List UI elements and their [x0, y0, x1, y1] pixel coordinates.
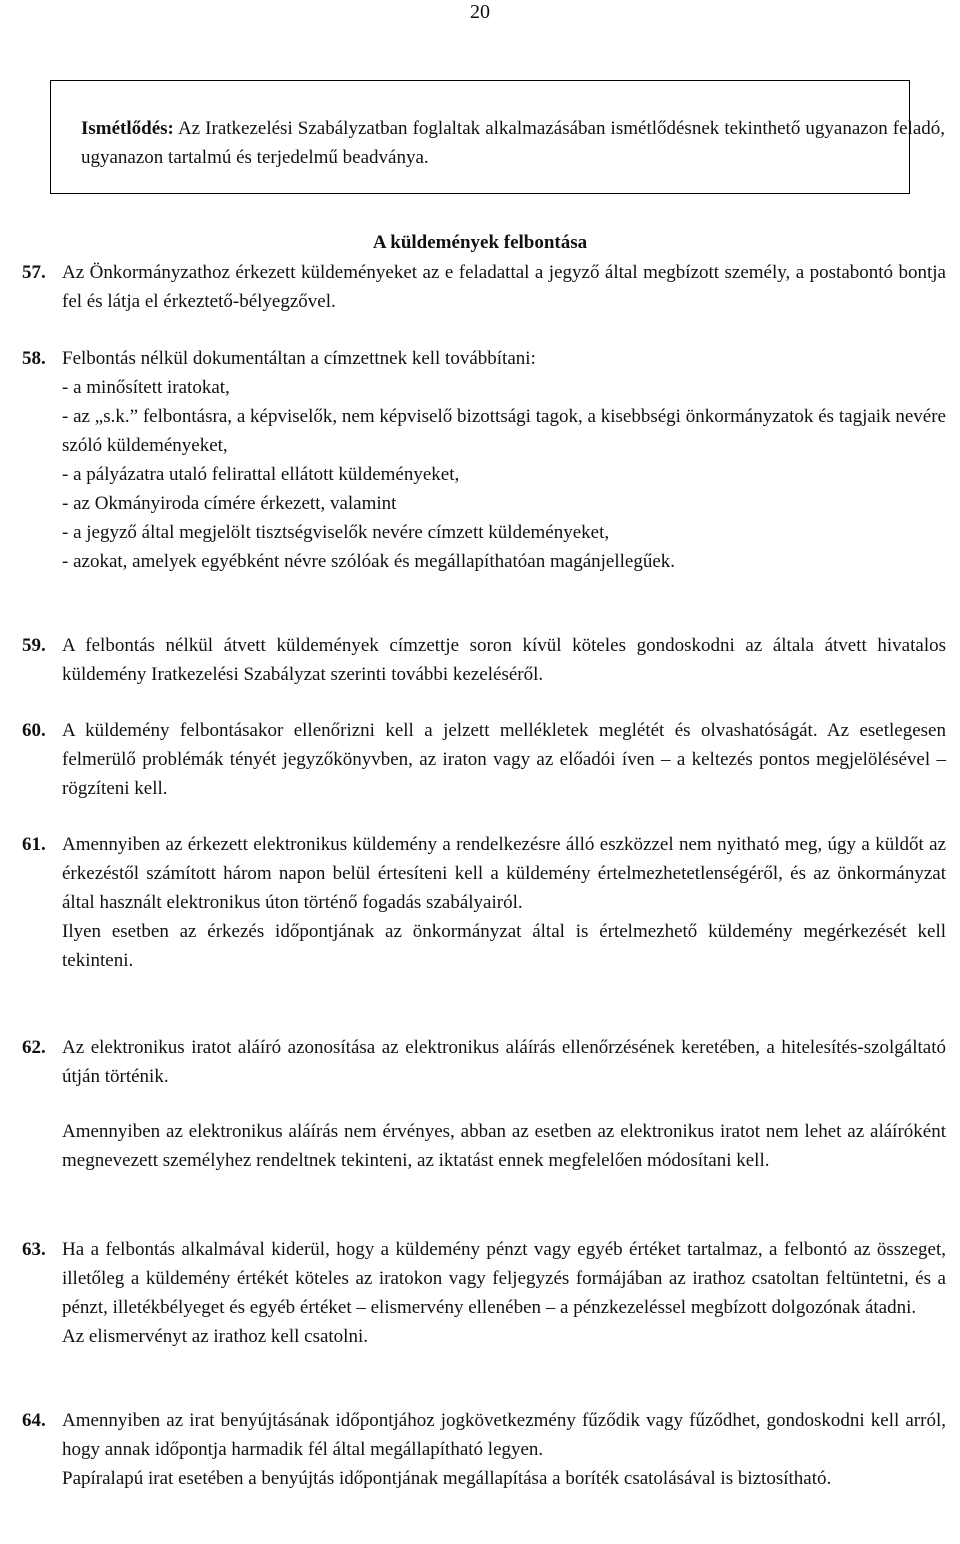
paragraph-text-part: Ilyen esetben az érkezés időpontjának az önkormányzat által is értelmezhető küldemény megérkezését kell tekinteni.: [62, 921, 946, 971]
paragraph-63: [22, 1235, 946, 1351]
paragraph-text: [62, 1235, 946, 1351]
definition-term: Ismétlődés:: [81, 118, 174, 139]
paragraph-number: 64.: [22, 1410, 46, 1431]
section-title: A küldemények felbontása: [372, 232, 588, 253]
paragraph-number: 62.: [22, 1037, 46, 1058]
list-item: - a minősített iratokat,: [62, 377, 230, 398]
paragraph-text: A küldemény felbontásakor ellenőrizni kell a jelzett mellékletek meglétét és olvashatóságát. Az esetlegesen felmerülő problémák tényét jegyzőkönyvben, az iraton vagy az előadói íven – a keltezés pontos megjelölésével – rögzíteni kell.: [62, 720, 946, 799]
list-item: - az „s.k.” felbontásra, a képviselők, nem képviselő bizottsági tagok, a kisebbségi önkormányzatok és tagjaik nevére szóló küldeményeket,: [62, 406, 946, 456]
paragraph-text: A felbontás nélkül átvett küldemények címzettje soron kívül köteles gondoskodni az általa átvett hivatalos küldemény Iratkezelési Szabályzat szerinti további kezeléséről.: [62, 635, 946, 685]
list-item: - azokat, amelyek egyébként névre szólóak és megállapíthatóan magánjellegűek.: [62, 551, 676, 572]
paragraph-text-part: Az elismervényt az irathoz kell csatolni.: [62, 1326, 368, 1347]
paragraph-text: [62, 1406, 946, 1493]
page-number: 20: [470, 1, 490, 23]
paragraph-number: 60.: [22, 720, 46, 741]
paragraph-number: 58.: [22, 348, 46, 369]
paragraph-59: [22, 631, 946, 689]
paragraph-intro: Felbontás nélkül dokumentáltan a címzettnek kell továbbítani:: [62, 348, 536, 369]
paragraph-text-part: Az elektronikus iratot aláíró azonosítása az elektronikus aláírás ellenőrzésének keretében, a hitelesítés-szolgáltató útján történik.: [62, 1037, 946, 1087]
definition-body: Az Iratkezelési Szabályzatban foglaltak alkalmazásában ismétlődésnek tekinthető ugyanazon feladó, ugyanazon tartalmú és terjedelmű beadványa.: [81, 118, 946, 168]
paragraph-text: [62, 1033, 946, 1175]
paragraph-number: 57.: [22, 262, 46, 283]
paragraph-number: 59.: [22, 635, 46, 656]
paragraph-57: [22, 258, 946, 316]
paragraph-text-part: Amennyiben az elektronikus aláírás nem érvényes, abban az esetben az elektronikus iratot nem lehet az aláíróként megnevezett személyhez rendeltnek tekinteni, az iktatást ennek megfelelően módosítani kell.: [62, 1121, 946, 1171]
paragraph-62: [22, 1033, 946, 1175]
paragraph-text-part: Amennyiben az érkezett elektronikus küldemény a rendelkezésre álló eszközzel nem nyitható meg, úgy a küldőt az érkezéstől számított három napon belül értesíteni kell a küldemény értelmezhetetlenségéről, és az önkormányzat által használt elektronikus úton történő fogadás szabályairól.: [62, 834, 946, 913]
definition-text: [81, 114, 945, 172]
list-item: - a jegyző által megjelölt tisztségviselők nevére címzett küldeményeket,: [62, 522, 610, 543]
paragraph-number: 61.: [22, 834, 46, 855]
paragraph-64: [22, 1406, 946, 1493]
list-item: - az Okmányiroda címére érkezett, valamint: [62, 493, 397, 514]
paragraph-60: [22, 716, 946, 803]
paragraph-58: [22, 344, 946, 576]
paragraph-text-part: Ha a felbontás alkalmával kiderül, hogy a küldemény pénzt vagy egyéb értéket tartalmaz, a felbontó az összeget, illetőleg a küldemény értékét köteles az iratokon vagy feljegyzés formájában az irathoz csatoltan feltüntetni, és a pénzt, illetékbélyeget és egyéb értéket – elismervény ellenében – a pénzkezeléssel megbízott dolgozónak átadni.: [62, 1239, 946, 1318]
paragraph-number: 63.: [22, 1239, 46, 1260]
paragraph-text: Az Önkormányzathoz érkezett küldeményeket az e feladattal a jegyző által megbízott személy, a postabontó bontja fel és látja el érkeztető-bélyegzővel.: [62, 262, 946, 312]
list-item: - a pályázatra utaló felirattal ellátott küldeményeket,: [62, 464, 460, 485]
paragraph-61: [22, 830, 946, 975]
paragraph-text-part: Papíralapú irat esetében a benyújtás időpontjának megállapítása a boríték csatolásával is biztosítható.: [62, 1468, 832, 1489]
paragraph-text: [62, 830, 946, 975]
paragraph-text: [62, 344, 946, 576]
paragraph-text-part: Amennyiben az irat benyújtásának időpontjához jogkövetkezmény fűződik vagy fűződhet, gondoskodni kell arról, hogy annak időpontja harmadik fél által megállapítható legyen.: [62, 1410, 946, 1460]
